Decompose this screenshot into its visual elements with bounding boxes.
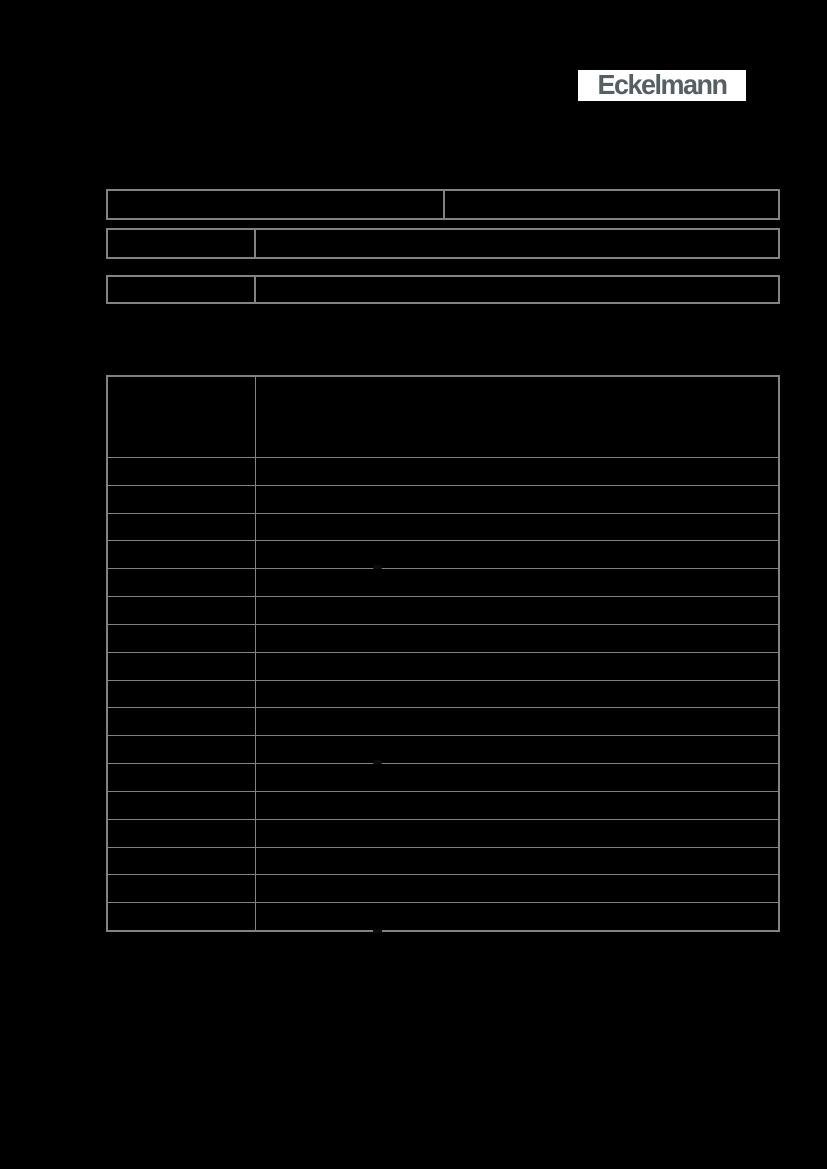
main-table-label-cell	[108, 625, 256, 652]
info-table-2-value-cell	[256, 277, 778, 302]
main-table-label-cell	[108, 736, 256, 763]
main-table-label-cell	[108, 764, 256, 791]
main-table-label-cell	[108, 820, 256, 847]
main-table-row	[108, 819, 778, 847]
main-table-value-cell	[256, 792, 778, 819]
text-descender-artifact	[373, 760, 382, 764]
main-table-value-cell	[256, 541, 778, 568]
main-table-header-row	[108, 377, 778, 457]
info-table-1-value-cell	[256, 230, 778, 257]
main-table-row	[108, 763, 778, 791]
main-table-row	[108, 568, 778, 596]
main-table-label-cell	[108, 514, 256, 541]
info-table-2	[106, 275, 780, 304]
main-table-value-cell	[256, 458, 778, 485]
main-table-value-cell	[256, 625, 778, 652]
main-table-label-cell	[108, 875, 256, 902]
main-table-label-cell	[108, 597, 256, 624]
main-table-row	[108, 707, 778, 735]
main-table-label-cell	[108, 653, 256, 680]
header-table-cell-left	[108, 191, 445, 218]
main-table-value-cell	[256, 820, 778, 847]
main-table-value-cell	[256, 848, 778, 875]
main-table-row	[108, 596, 778, 624]
main-table-value-cell	[256, 903, 778, 930]
main-table-label-cell	[108, 458, 256, 485]
main-table-row	[108, 791, 778, 819]
main-table-label-cell	[108, 681, 256, 708]
main-table-value-cell	[256, 681, 778, 708]
document-header-table	[106, 189, 780, 220]
main-table-label-cell	[108, 903, 256, 930]
main-table-label-cell	[108, 569, 256, 596]
main-table-label-cell	[108, 541, 256, 568]
main-table-value-cell	[256, 569, 778, 596]
main-table-value-cell	[256, 486, 778, 513]
main-table-row	[108, 680, 778, 708]
logo-text: Eckelmann	[597, 69, 727, 101]
main-table-row	[108, 540, 778, 568]
main-table-row	[108, 652, 778, 680]
main-table-row	[108, 485, 778, 513]
main-table-value-cell	[256, 764, 778, 791]
info-table-1	[106, 228, 780, 259]
main-table-value-cell	[256, 597, 778, 624]
main-table-row	[108, 457, 778, 485]
main-table-row	[108, 902, 778, 930]
main-table-row	[108, 874, 778, 902]
main-table-value-cell	[256, 377, 778, 457]
text-descender-artifact	[373, 565, 382, 569]
main-table-label-cell	[108, 708, 256, 735]
main-table-row	[108, 735, 778, 763]
main-table-value-cell	[256, 514, 778, 541]
header-table-cell-right	[445, 191, 778, 218]
eckelmann-logo	[578, 70, 746, 101]
info-table-1-label-cell	[108, 230, 256, 257]
main-table-label-cell	[108, 848, 256, 875]
main-table-label-cell	[108, 792, 256, 819]
main-table-row	[108, 847, 778, 875]
main-table-value-cell	[256, 708, 778, 735]
info-table-2-label-cell	[108, 277, 256, 302]
main-table-row	[108, 624, 778, 652]
main-table-label-cell	[108, 486, 256, 513]
main-table-row	[108, 513, 778, 541]
text-descender-artifact	[373, 929, 382, 933]
main-table-value-cell	[256, 736, 778, 763]
main-table	[106, 375, 780, 932]
main-table-value-cell	[256, 875, 778, 902]
main-table-value-cell	[256, 653, 778, 680]
main-table-label-cell	[108, 377, 256, 457]
